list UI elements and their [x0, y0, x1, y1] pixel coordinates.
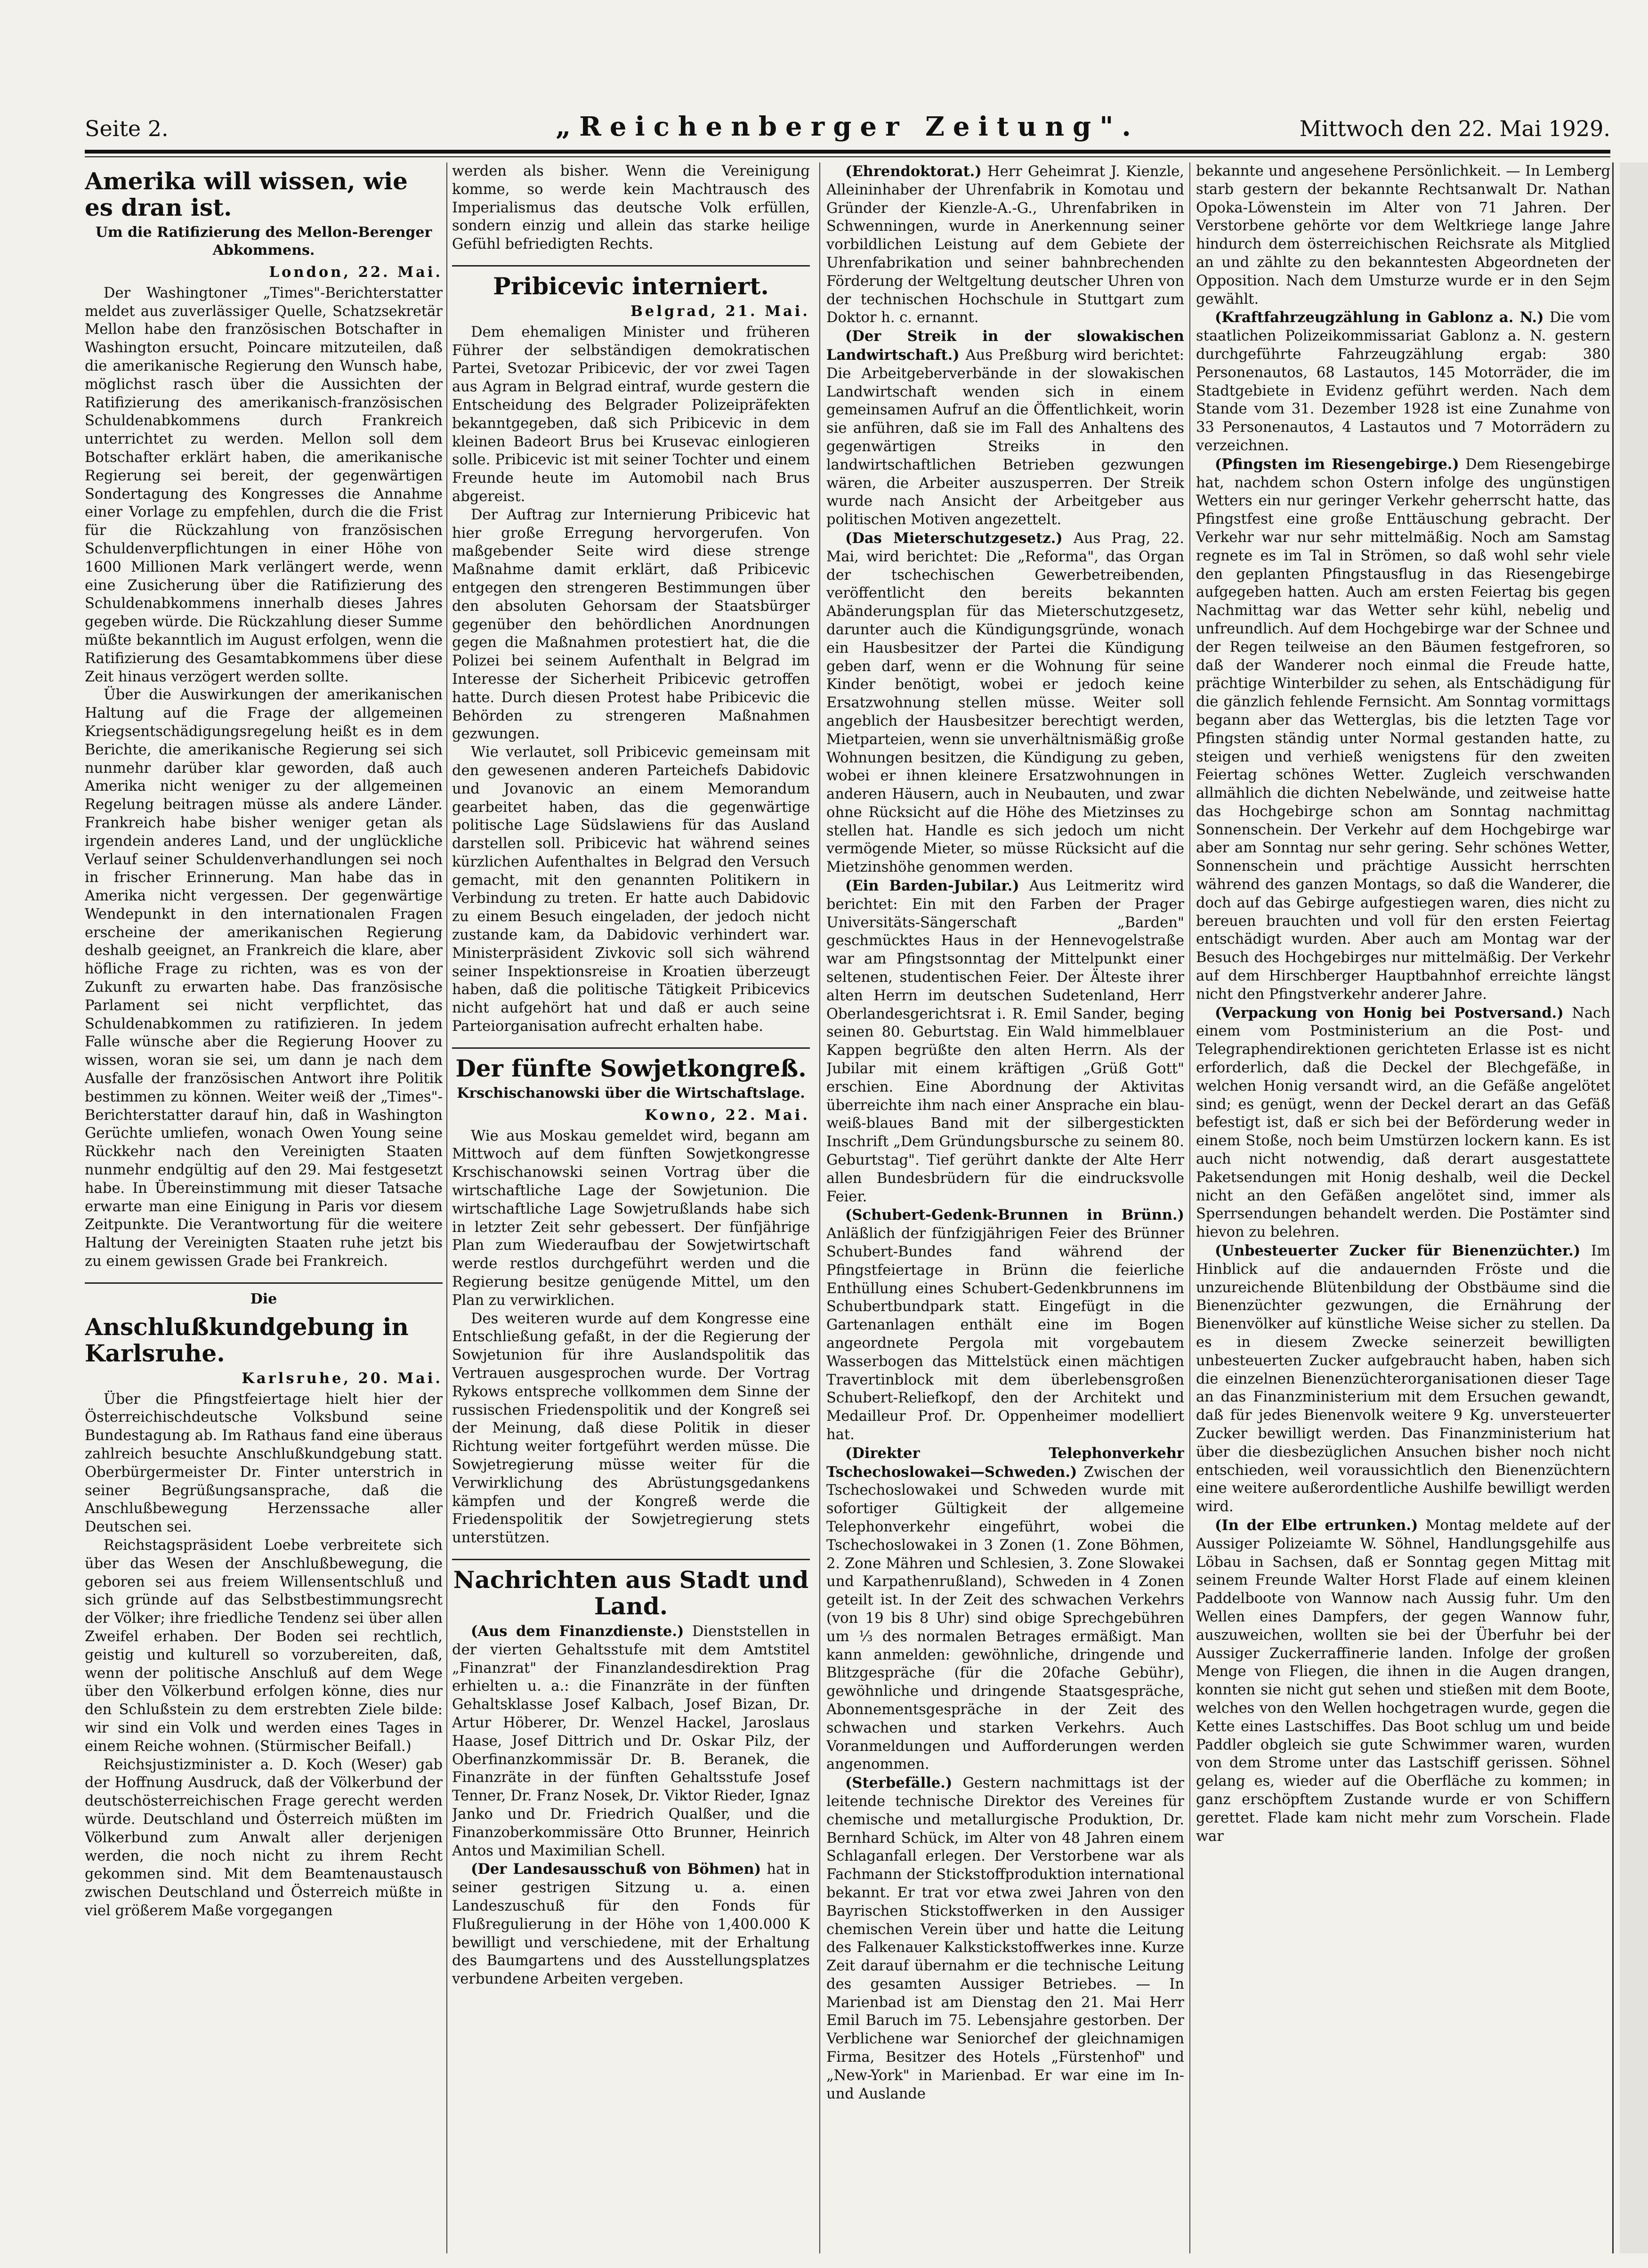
news-item — [452, 1622, 810, 1860]
article-dateline: London, 22. Mai. — [269, 264, 443, 281]
article-kicker: Die — [250, 1290, 277, 1307]
article-dateline: Karlsruhe, 20. Mai. — [242, 1369, 443, 1387]
column-divider — [446, 162, 447, 2253]
article-paragraph: Wie verlautet, soll Pribicevic gemeinsam mit den gewesenen anderen Parteichefs Dabidovic und Jovanovic an einem Memorandum gearbeitet haben, das die gegenwärtige politische Lage Südslawiens für das Ausland darstellen soll. Pribicevic hat während seines kürzlichen Aufenthaltes in Belgrad den Versuch gemacht, mit den genannten Politikern in Verbindung zu treten. Er hatte auch Dabidovic zu einem Besuch eingeladen, der jedoch nicht zustande kam, da Dabidovic verhindert war. Ministerpräsident Zivkovic soll sich während seiner Inspektionsreise in Kroatien überzeugt haben, daß die politische Tätigkeit Pribicevics nicht aufgehört hat und daß er auch seine Parteiorganisation aufrecht erhalten habe. — [452, 744, 810, 1035]
column-3 — [826, 162, 1184, 2253]
page-number: Seite 2. — [85, 116, 169, 141]
news-item — [1196, 455, 1610, 1004]
column-divider — [819, 162, 820, 2253]
article-paragraph: Der Auftrag zur Internierung Pribicevic hat hier große Erregung hervorgerufen. Von maßgebender Seite wird diese strenge Maßnahme damit erklärt, daß Pribicevic entgegen den strengeren Bestimmungen über den absoluten Gehorsam der Staatsbürger gegenüber den behördlichen Anordnungen gegen die Maßnahmen protestiert hat, die die Polizei bei seinem Aufenthalt in Belgrad im Interesse der Sicherheit Pribicevic getroffen hatte. Durch diesen Protest habe Pribicevic die Behörden zu strengeren Maßnahmen gezwungen. — [452, 506, 810, 743]
section-headline: Nachrichten aus Stadt und Land. — [453, 1565, 809, 1620]
article-paragraph: Des weiteren wurde auf dem Kongresse eine Entschließung gefaßt, in der die Regierung der Sowjetunion für ihre Auslandspolitik das Vertrauen ausgesprochen wurde. Der Vortrag Rykows entspreche vollkommen dem Sinne der russischen Friedenspolitik und der Kongreß sei der Meinung, daß diese Politik in dieser Richtung weiter fortgeführt werden müsse. Die Sowjetregierung müsse weiter für die Verwirklichung des Abrüstungsgedankens kämpfen und der Kongreß werde die Friedenspolitik der Sowjetregierung stets unterstützen. — [452, 1310, 810, 1547]
article-dateline: Belgrad, 21. Mai. — [630, 302, 810, 320]
news-item-text: Montag meldete auf der Aussiger Polizeiamte W. Söhnel, Handlungsgehilfe aus Löbau in Sachsen, daß er Sonntag gegen Mittag mit seinem Freunde Walter Horst Flade auf einem kleinen Paddelboote von Wannow nach Aussig fuhr. Um den Wellen eines Dampfers, der gegen Wannow fuhr, auszuweichen, wollten sie bei der Überfuhr bei der Aussiger Zuckerraffinerie landen. Infolge der großen Menge von Fliegen, die ihnen in die Augen drangen, konnten sie nicht gut sehen und stießen mit dem Boote, welches von den Wellen hochgetragen wurde, gegen die Kette eines Lastschiffes. Das Boot schlug um und beide Paddler obgleich sie gute Schwimmer waren, wurden von dem Strome unter das Lastschiff gerissen. Söhnel gelang es, wieder auf die Oberfläche zu kommen; in ganz erschöpftem Zustande wurde er von Schiffern gerettet. Flade kam nicht mehr zum Vorschein. Flade war — [1196, 1517, 1610, 1845]
news-item-keyword: (Kraftfahrzeugzählung in Gablonz a. N.) — [1215, 309, 1544, 326]
page-header — [85, 109, 1610, 147]
news-item-text: hat in seiner gestrigen Sitzung u. a. einen Landeszuschuß für den Fonds für Flußregulierung in der Höhe von 1,400.000 K bewilligt und verschiedene, mit der Erhaltung des Baumgartens und des Ausstellungsplatzes verbundene Arbeiten vergeben. — [452, 1861, 810, 1988]
news-item-text: Dem Riesengebirge hat, nachdem schon Ostern infolge des ungünstigen Wetters ein nur geringer Verkehr geherrscht hatte, das Pfingstfest eine große Enttäuschung gebracht. Der Verkehr war nur sehr mittelmäßig. Noch am Samstag regnete es im Tal in Strömen, so daß wohl sehr viele den geplanten Pfingstausflug in das Riesengebirge aufgegeben hatten. Auch am ersten Feiertag bis gegen Nachmittag war das Wetter sehr kühl, nebelig und unfreundlich. Auf dem Hochgebirge war der Schnee und der Regen teilweise an den Bäumen festgefroren, so daß der Wanderer noch einmal die Freude hatte, prächtige Winterbilder zu sehen, als Entschädigung für die gänzlich fehlende Fernsicht. Am Sonntag vormittags begann aber das Wetterglas, bis die letzten Tage vor Pfingsten ständig unter Normal gestanden hatte, zu steigen und verhieß wenigstens für den zweiten Feiertag schönes Wetter. Zugleich verschwanden allmählich die dichten Nebelwände, und zeitweise hatte das Hochgebirge schon am Sonntag nachmittag Sonnenschein. Der Verkehr auf dem Hochgebirge war aber am Sonntag nur sehr gering. Sehr schönes Wetter, Sonnenschein und prächtige Aussicht herrschten während des ganzen Montags, so daß die Wanderer, die doch auf das Gebirge aufgestiegen waren, dies nicht zu bereuen brauchten und voll für den ersten Feiertag entschädigt wurden. Aber auch am Montag war der Besuch des Hochgebirges nur mittelmäßig. Der Verkehr auf dem Hirschberger Hauptbahnhof erreichte längst nicht den Pfingstverkehr anderer Jahre. — [1196, 456, 1610, 1003]
news-item — [826, 877, 1184, 1206]
news-item — [1196, 1242, 1610, 1516]
news-item — [452, 1860, 810, 1989]
column-divider — [1189, 162, 1190, 2253]
news-item — [826, 1444, 1184, 1774]
news-item-keyword: (Sterbefälle.) — [845, 1774, 953, 1792]
news-item — [1196, 1516, 1610, 1846]
news-item-text: Herr Geheimrat J. Kienzle, Alleininhaber der Uhrenfabrik in Komotau und Gründer der Kienzle-A.-G., Uhrenfabriken in Schwenningen, wurde in Anerkennung seiner vorbildlichen Leistung auf dem Gebiete der Uhrenfabrikation und seiner bahnbrechenden Förderung der Weltgeltung deutscher Uhren von der technischen Hochschule in Stuttgart zum Doktor h. c. ernannt. — [826, 163, 1184, 326]
news-item-text: Dienststellen in der vierten Gehaltsstufe mit dem Amtstitel „Finanzrat" der Finanzlandesdirektion Prag erhielten u. a.: die Finanzräte in der fünften Gehaltsklasse Josef Kalbach, Josef Bizan, Dr. Artur Höberer, Dr. Wenzel Hackel, Jaroslaus Haase, Josef Dittrich und Dr. Oskar Pilz, der Oberfinanzkommissär Dr. B. Beranek, die Finanzräte in der fünften Gehaltsstufe Josef Tenner, Dr. Franz Nosek, Dr. Viktor Rieder, Ignaz Janko und Dr. Friedrich Qualßer, und die Finanzoberkommissäre Otto Brunner, Heinrich Antos und Maximilian Schell. — [452, 1623, 810, 1859]
column-4 — [1196, 162, 1610, 2253]
columns — [85, 162, 1610, 2253]
news-item-keyword: (Ein Barden-Jubilar.) — [845, 877, 1019, 895]
article-separator — [85, 1282, 443, 1284]
header-rule-thin — [85, 156, 1610, 157]
article-subheadline: Krschischanowski über die Wirtschaftslage. — [457, 1085, 805, 1102]
article-paragraph: Über die Pfingstfeiertage hielt hier der Österreichischdeutsche Volksbund seine Bundestagung ab. Im Rathaus fand eine überaus zahlreich besuchte Anschlußkundgebung statt. Oberbürgermeister Dr. Finter unterstrich in seiner Begrüßungsansprache, daß die Anschlußbewegung Herzenssache aller Deutschen sei. — [85, 1391, 443, 1536]
news-item-keyword: (Direkter Telephonverkehr Tschechoslowakei—Schweden.) — [826, 1444, 1184, 1481]
news-item-keyword: (Unbesteuerter Zucker für Bienenzüchter.) — [1215, 1242, 1581, 1260]
news-item-keyword: (In der Elbe ertrunken.) — [1215, 1516, 1418, 1534]
news-item-keyword: (Schubert-Gedenk-Brunnen in Brünn.) — [845, 1207, 1184, 1224]
article-paragraph: Reichsjustizminister a. D. Koch (Weser) gab der Hoffnung Ausdruck, daß der Völkerbund der deutschösterreichischen Frage gerecht werden würde. Deutschland und Österreich müßten im Völkerbund zum Anwalt aller derjenigen werden, die noch nicht zu ihrem Recht gekommen sind. Mit dem Beamtenaustausch zwischen Deutschland und Österreich müßte in viel größerem Maße vorgegangen — [85, 1756, 443, 1919]
page-edge-rule — [1612, 162, 1614, 2253]
article-paragraph: Der Washingtoner „Times"-Berichterstatter meldet aus zuverlässiger Quelle, Schatzsekretär Mellon habe den französischen Botschafter in Washington ersucht, Poincare mitzuteilen, daß die amerikanische Regierung den Wunsch habe, möglichst rasch über die Aussichten der Ratifizierung des amerikanisch-französischen Schuldenabkommens durch Frankreich unterrichtet zu werden. Mellon soll dem Botschafter erklärt haben, die amerikanische Regierung sei bereit, der gegenwärtigen Sondertagung des Kongresses die Annahme einer Vorlage zu empfehlen, durch die die Frist für die Rückzahlung von französischen Schuldenverpflichtungen in einer Höhe von 1600 Millionen Mark verlängert werde, wenn eine Zusicherung über die Ratifizierung des Schuldenabkommens innerhalb dieses Jahres gegeben würde. Die Rückzahlung dieser Summe müßte bekanntlich im August erfolgen, wenn die Ratifizierung des Gesamtabkommens über diese Zeit hinaus verzögert werden sollte. — [85, 284, 443, 685]
article-subheadline: Um die Ratifizierung des Mellon-Berenger Abkommens. — [95, 224, 432, 259]
news-item — [826, 1774, 1184, 2103]
news-item — [826, 162, 1184, 327]
news-item-text: Aus Preßburg wird berichtet: Die Arbeitgeberverbände in der slowakischen Landwirtschaft wenden sich in einem gemeinsamen Aufruf an die Öffentlichkeit, worin sie anführen, daß sie im Fall des Anhaltens des gegenwärtigen Streiks in den landwirtschaftlichen Betrieben gezwungen wären, die Arbeiter auszusperren. Der Streik wurde nach Ansicht der Arbeitgeber aus politischen Motiven angezettelt. — [826, 347, 1184, 528]
news-item — [1196, 1004, 1610, 1242]
news-item-text: Nach einem vom Postministerium an die Post- und Telegraphendirektionen gerichteten Erlasse ist es nicht erforderlich, daß die Deckel der Blechgefäße, in welchen Honig versandt wird, an die Gefäße angelötet sind; es genügt, wenn der Deckel derart an das Gefäß befestigt ist, daß er sich bei der Beförderung weder in einem Stoße, noch beim Umstürzen lockern kann. Es ist auch nicht notwendig, daß derart ausgestattete Paketsendungen mit Honig deshalb, weil die Deckel nicht an den Gefäßen angelötet sind, immer als Sperrsendungen behandelt werden. Die Postämter sind hievon zu belehren. — [1196, 1004, 1610, 1241]
news-item — [826, 1206, 1184, 1444]
column-2 — [452, 162, 810, 2253]
news-item-keyword: (Ehrendoktorat.) — [845, 163, 982, 180]
news-item-text: Im Hinblick auf die andauernden Fröste und die unzureichende Blütenbildung der Obstbäume sind die Bienenzüchter gezwungen, die Ernährung der Bienenvölker auf künstliche Weise sicher zu stellen. Da es in diesem Zwecke seinerzeit bewilligten unbesteuerten Zucker aufgebraucht haben, haben sich die einzelnen Bienenzüchterorganisationen dieser Tage an das Finanzministerium mit dem Ersuchen gewandt, daß für jedes Bienenvolk weitere 9 Kg. unversteuerter Zucker bewilligt werden. Das Finanzministerium hat über die diesbezüglichen Ansuchen bisher noch nicht entschieden, weil voraussichtlich den Bienenzüchtern eine weitere außerordentliche Aushilfe bewilligt werden wird. — [1196, 1243, 1610, 1515]
article-headline: Amerika will wissen, wie es dran ist. — [85, 167, 408, 221]
article-dateline: Kowno, 22. Mai. — [645, 1106, 810, 1124]
article-paragraph: Reichstagspräsident Loebe verbreitete sich über das Wesen der Anschlußbewegung, die geboren sei aus freiem Willensentschluß und sich gründe auf das Selbstbestimmungsrecht der Völker; ihre friedliche Tendenz sei über allen Zweifel erhaben. Der Boden sei rechtlich, geistig und kulturell so vorzubereiten, daß, wenn der politische Anschluß auf dem Wege über den Völkerbund erfolgen könne, dies nur den Schlußstein zu dem erstrebten Ziele bilde: wir sind ein Volk und werden eines Tages in einem Reiche wohnen. (Stürmischer Beifall.) — [85, 1537, 443, 1755]
article-paragraph: werden als bisher. Wenn die Vereinigung komme, so werde kein Machtrausch des Imperialismus das deutsche Volk erfüllen, sondern einzig und allein das starke heilige Gefühl befriedigten Rechts. — [452, 163, 810, 253]
column-1 — [85, 162, 443, 2253]
article-headline: Anschlußkundgebung in Karlsruhe. — [85, 1312, 409, 1367]
news-item-text: Anläßlich der fünfzigjährigen Feier des Brünner Schubert-Bundes fand während der Pfingstfeiertage in Brünn die feierliche Enthüllung eines Schubert-Gedenkbrunnens im Schubertbundpark statt. Eingefügt in die Gartenanlagen enthält eine im Bogen angeordnete Pergola mit vorgebautem Wasserbogen das Mittelstück einen mächtigen Travertinblock mit dem überlebensgroßen Schubert-Reliefkopf, den der Architekt und Medailleur Prof. Dr. Oppenheimer modelliert hat. — [826, 1225, 1184, 1443]
news-item-text: Gestern nachmittags ist der leitende technische Direktor des Vereines für chemische und metallurgische Produktion, Dr. Bernhard Schück, im Alter von 48 Jahren einem Schlaganfall erlegen. Der Verstorbene war als Fachmann der Stickstoffproduktion international bekannt. Er trat vor etwa zwei Jahren von den Bayrischen Stickstoffwerken in den Aussiger chemischen Verein über und hatte die Leitung des Falkenauer Kalkstickstoffwerkes inne. Kurze Zeit darauf übernahm er die technische Leitung des gesamten Aussiger Betriebes. — In Marienbad ist am Dienstag den 21. Mai Herr Emil Baruch im 75. Lebensjahre gestorben. Der Verblichene war Seniorchef der gleichnamigen Firma, Besitzer des Hotels „Fürstenhof" und „New-York" in Marienbad. Er war eine im In- und Auslande — [826, 1775, 1184, 2102]
article-headline: Der fünfte Sowjetkongreß. — [455, 1054, 807, 1082]
news-item-text: Aus Leitmeritz wird berichtet: Ein mit den Farben der Prager Universitäts-Sängerschaft „Barden" geschmücktes Haus in der Hennevogelstraße war am Pfingstsonntag der Mittelpunkt einer seltenen, studentischen Feier. Der Älteste ihrer alten Herrn im deutschen Sudetenland, Herr Oberlandesgerichtsrat i. R. Emil Sander, beging seinen 80. Geburtstag. Ein Wald himmelblauer Kappen begrüßte den alten Herrn. Als der Jubilar mit einem kräftigen „Grüß Gott" erschien. Eine Abordnung der Aktivitas überreichte ihm nach einer Ansprache ein blau-weiß-blaues Band mit der silbergestickten Inschrift „Dem Gründungsbursche zu seinem 80. Geburtstag". Tief gerührt dankte der Alte Herr allen Bundesbrüdern für die eindrucksvolle Feier. — [826, 878, 1184, 1205]
article-headline: Pribicevic interniert. — [493, 272, 769, 300]
news-item-keyword: (Der Streik in der slowakischen Landwirtschaft.) — [826, 328, 1184, 364]
article-paragraph: bekannte und angesehene Persönlichkeit. — In Lemberg starb gestern der bekannte Rechtsanwalt Dr. Nathan Opoka-Löwenstein im Alter von 71 Jahren. Der Verstorbene gehörte vor dem Weltkriege lange Jahre hindurch dem österreichischen Reichsrate als Mitglied an und zählte zu den bekanntesten Abgeordneten der Opposition. Nach dem Umsturze wurde er in den Sejm gewählt. — [1196, 163, 1610, 308]
news-item-keyword: (Pfingsten im Riesengebirge.) — [1215, 455, 1459, 473]
article-separator — [452, 265, 810, 267]
newspaper-title: „Reichenberger Zeitung". — [556, 111, 1139, 142]
news-item-keyword: (Das Mieterschutzgesetz.) — [845, 529, 1063, 547]
article-separator — [452, 1047, 810, 1049]
news-item-text: Zwischen der Tschechoslowakei und Schweden wurde mit sofortiger Gültigkeit der allgemeine Telephonverkehr eingeführt, wobei die Tschechoslowakei in 3 Zonen (1. Zone Böhmen, 2. Zone Mähren und Schlesien, 3. Zone Slowakei und Karpathenrußland), Schweden in 4 Zonen geteilt ist. In der Zeit des schwachen Verkehrs (von 19 bis 8 Uhr) sind obige Sprechgebühren um ⅓ des normalen Betrages ermäßigt. Man kann anmelden: gewöhnliche, dringende und Blitzgespräche (für die 20fache Gebühr), gewöhnliche und dringende Staatsgespräche, Abonnementsgespräche in der Zeit des schwachen und starken Verkehrs. Auch Voranmeldungen und Aufforderungen werden angenommen. — [826, 1464, 1184, 1773]
news-item-keyword: (Verpackung von Honig bei Postversand.) — [1215, 1004, 1564, 1021]
adjacent-page-strip — [1620, 162, 1648, 2253]
news-item-text: Aus Prag, 22. Mai, wird berichtet: Die „Reforma", das Organ der tschechischen Gewerbetreibenden, veröffentlicht den bereits bekannten Abänderungsplan für das Mieterschutzgesetz, darunter auch die Kündigungsgründe, wonach ein Hausbesitzer der Partei die Kündigung geben darf, wenn er die Wohnung für seine Kinder benötigt, wobei er jedoch keine Ersatzwohnung stellen müsse. Weiter soll angeblich der Hausbesitzer berechtigt werden, Mietparteien, wenn sie unverhältnismäßig große Wohnungen besitzen, die Kündigung zu geben, wobei er ihnen kleinere Ersatzwohnungen in anderen Häusern, auch in Neubauten, und zwar ohne Rücksicht auf die Höhe des Mietzinses zu stellen hat. Handle es sich jedoch um nicht vermögende Mieter, so müsse Rücksicht auf die Mietzinshöhe genommen werden. — [826, 530, 1184, 876]
article-paragraph: Über die Auswirkungen der amerikanischen Haltung auf die Frage der allgemeinen Kriegsentschädigungsregelung heißt es in dem Berichte, die amerikanische Regierung sei sich nunmehr darüber klar geworden, daß auch Amerika nicht weniger zu der allgemeinen Regelung beitragen müsse als andere Länder. Frankreich habe bisher weniger getan als irgendein anderes Land, und der unglückliche Verlauf seiner Schuldenverhandlungen sei noch in frischer Erinnerung. Man habe das in Amerika nicht vergessen. Der gegenwärtige Wendepunkt in den internationalen Fragen erscheine der amerikanischen Regierung deshalb geeignet, an Frankreich die klare, aber höfliche Frage zu richten, was es von der Zukunft zu erwarten habe. Das französische Parlament sei nicht verpflichtet, das Schuldenabkommen zu ratifizieren. In jedem Falle wünsche aber die Regierung Hoover zu wissen, woran sie sei, um dann je nach dem Ausfalle der französischen Antwort ihre Politik bestimmen zu können. Weiter weiß der „Times"-Berichterstatter darauf hin, daß in Washington Gerüchte umliefen, wonach Owen Young seine Rückkehr nach den Vereinigten Staaten nunmehr endgültig auf den 29. Mai festgesetzt habe. In Übereinstimmung mit dieser Tatsache erwarte man eine Einigung in Paris vor diesem Zeitpunkte. Die Verantwortung für die weitere Haltung der Vereinigten Staaten ruhe jetzt bis zu einem gewissen Grade bei Frankreich. — [85, 687, 443, 1270]
news-item — [826, 327, 1184, 529]
issue-date: Mittwoch den 22. Mai 1929. — [1299, 116, 1610, 141]
article-separator — [452, 1559, 810, 1560]
article-paragraph: Wie aus Moskau gemeldet wird, begann am Mittwoch auf dem fünften Sowjetkongresse Krschischanowski seinen Vortrag über die wirtschaftliche Lage der Sowjetunion. Die wirtschaftliche Lage Sowjetrußlands habe sich in letzter Zeit sehr gebessert. Der fünfjährige Plan zum Wiederaufbau der Sowjetwirtschaft werde restlos durchgeführt werden und die Regierung besitze genügende Mittel, um den Plan zu verwirklichen. — [452, 1127, 810, 1309]
news-item-text: Die vom staatlichen Polizeikommissariat Gablonz a. N. gestern durchgeführte Fahrzeugzählung ergab: 380 Personenautos, 68 Lastautos, 145 Motorräder, die im Stadtgebiete in Evidenz geführt werden. Nach dem Stande vom 31. Dezember 1928 ist eine Zunahme von 33 Personenautos, 4 Lastautos und 7 Motorrädern zu verzeichnen. — [1196, 309, 1610, 454]
header-rule — [85, 150, 1610, 154]
news-item — [1196, 308, 1610, 455]
news-item — [826, 529, 1184, 877]
news-item-keyword: (Der Landesausschuß von Böhmen) — [471, 1861, 761, 1878]
news-item-keyword: (Aus dem Finanzdienste.) — [471, 1622, 684, 1640]
article-paragraph: Dem ehemaligen Minister und früheren Führer der selbständigen demokratischen Partei, Svetozar Pribicevic, der vor zwei Tagen aus Agram in Belgrad eintraf, wurde gestern die Entscheidung des Belgrader Polizeipräfekten bekanntgegeben, daß sich Pribicevic in dem kleinen Badeort Brus bei Krusevac einlogieren solle. Pribicevic ist mit seiner Tochter und einem Freunde heute im Automobil nach Brus abgereist. — [452, 324, 810, 505]
